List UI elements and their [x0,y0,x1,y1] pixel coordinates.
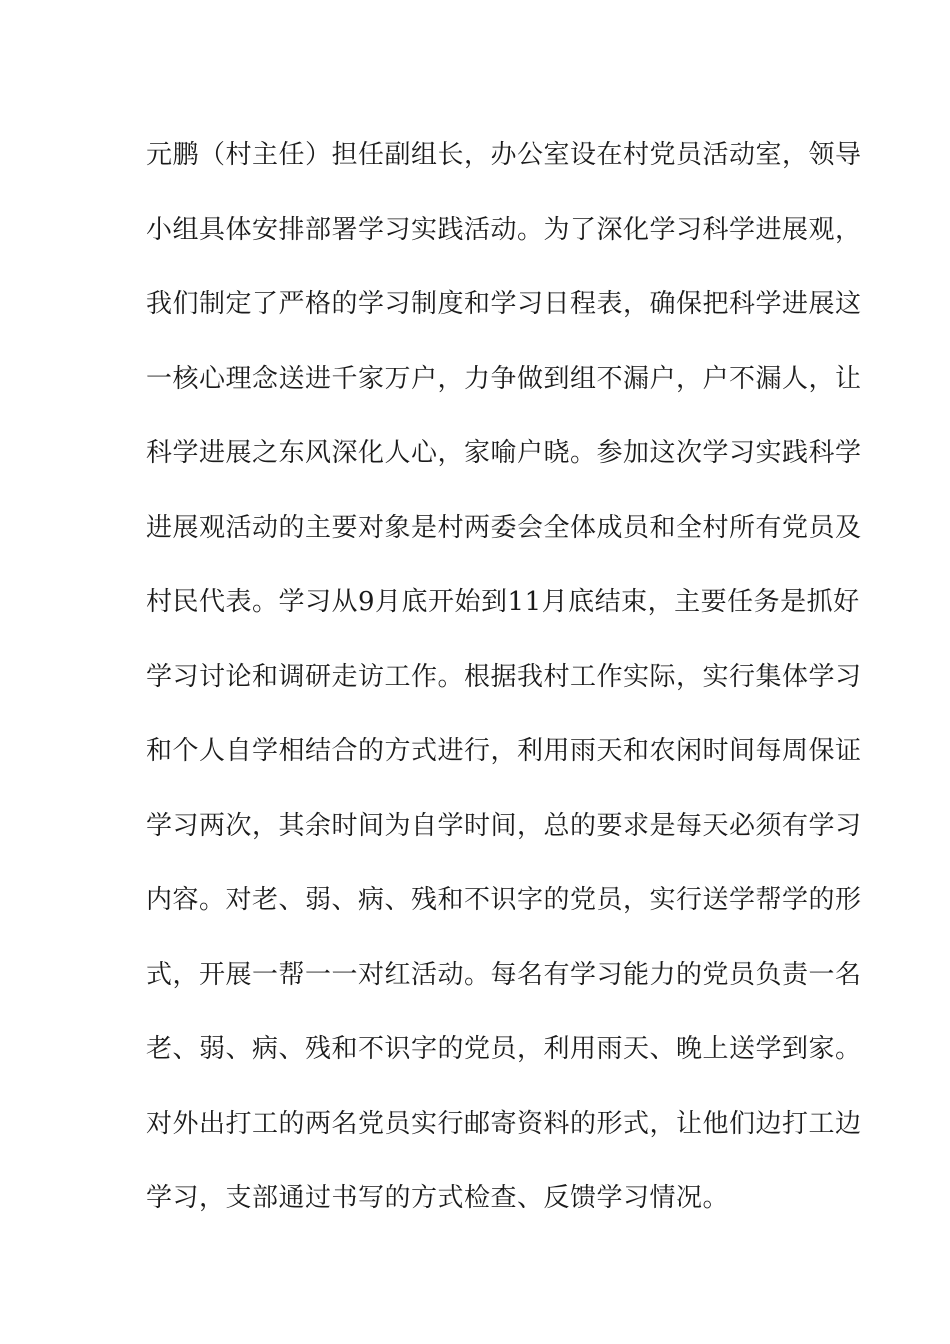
text-line: 式，开展一帮一一对红活动。每名有学习能力的党员负责一名 [146,959,862,990]
text-line: 科学进展之东风深化人心，家喻户晓。参加这次学习实践科学 [146,438,862,468]
text-line: 一核心理念送进千家万户，力争做到组不漏户，户不漏人，让 [146,363,862,394]
text-line: 进展观活动的主要对象是村两委会全体成员和全村所有党员及 [146,512,862,543]
text-line: 学习讨论和调研走访工作。根据我村工作实际，实行集体学习 [146,661,862,692]
text-line: 对外出打工的两名党员实行邮寄资料的形式，让他们边打工边 [146,1108,862,1139]
text-line: 和个人自学相结合的方式进行，利用雨天和农闲时间每周保证 [146,736,862,766]
body-text [146,127,862,1245]
text-line: 村民代表。学习从9月底开始到11月底结束，主要任务是抓好 [146,587,860,617]
text-line: 内容。对老、弱、病、残和不识字的党员，实行送学帮学的形 [146,885,862,915]
text-line: 学习两次，其余时间为自学时间，总的要求是每天必须有学习 [146,810,862,841]
text-line: 学习，支部通过书写的方式检查、反馈学习情况。 [146,1183,730,1213]
text-line: 元鹏（村主任）担任副组长，办公室设在村党员活动室，领导 [146,140,862,170]
text-line: 我们制定了严格的学习制度和学习日程表，确保把科学进展这 [146,289,862,319]
text-line: 小组具体安排部署学习实践活动。为了深化学习科学进展观， [146,214,862,245]
text-line: 老、弱、病、残和不识字的党员，利用雨天、晚上送学到家。 [146,1034,862,1064]
